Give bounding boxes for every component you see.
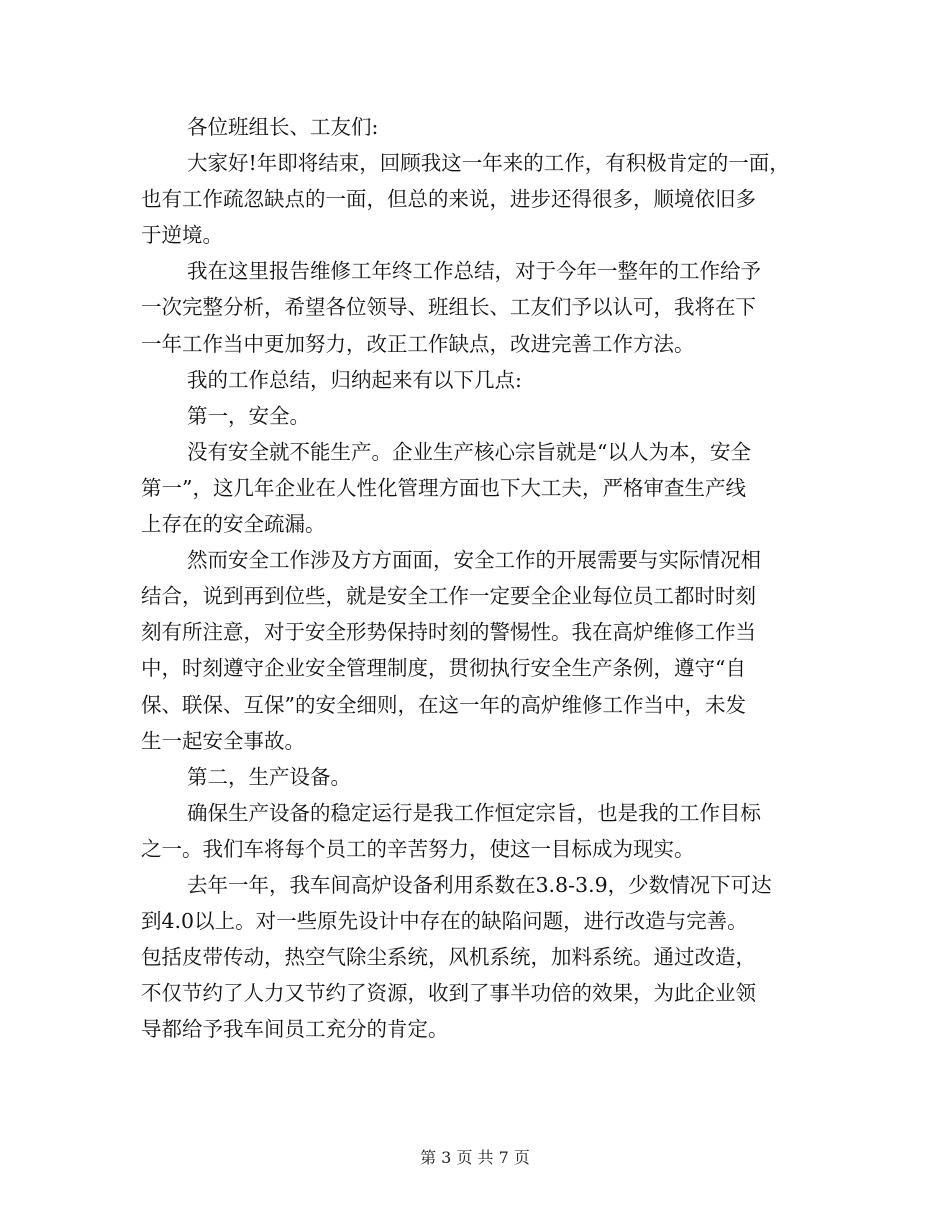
text-line: 上存在的安全疏漏。 xyxy=(141,512,326,537)
text-line: 也有工作疏忽缺点的一面，但总的来说，进步还得很多，顺境依旧多 xyxy=(141,187,756,212)
text-line: 一次完整分析，希望各位领导、班组长、工友们予以认可，我将在下 xyxy=(141,295,756,320)
text-line: 第一，安全。 xyxy=(187,403,310,428)
text-line: 之一。我们车将每个员工的辛苦努力，使这一目标成为现实。 xyxy=(141,836,695,861)
text-line: 确保生产设备的稳定运行是我工作恒定宗旨，也是我的工作目标 xyxy=(187,800,761,825)
text-line: 没有安全就不能生产。企业生产核心宗旨就是“以人为本，安全 xyxy=(187,439,751,464)
text-line: 于逆境。 xyxy=(141,223,223,248)
text-line: 包括皮带传动，热空气除尘系统，风机系统，加料系统。通过改造， xyxy=(141,945,756,970)
text-line: 一年工作当中更加努力，改正工作缺点，改进完善工作方法。 xyxy=(141,331,695,356)
text-line: 生一起安全事故。 xyxy=(141,728,305,753)
text-line: 不仅节约了人力又节约了资源，收到了事半功倍的效果，为此企业领 xyxy=(141,981,756,1006)
text-line: 各位班组长、工友们: xyxy=(187,115,379,139)
document-body xyxy=(141,109,809,1047)
text-line: 中，时刻遵守企业安全管理制度，贯彻执行安全生产条例，遵守“自 xyxy=(141,656,746,681)
text-line: 去年一年，我车间高炉设备利用系数在3.8-3.9，少数情况下可达 xyxy=(187,872,772,897)
page-footer: 第 3 页 共 7 页 xyxy=(420,1148,530,1167)
text-line: 第二，生产设备。 xyxy=(187,764,351,789)
text-line: 结合，说到再到位些，就是安全工作一定要全企业每位员工都时时刻 xyxy=(141,584,756,609)
text-line: 保、联保、互保”的安全细则，在这一年的高炉维修工作当中，未发 xyxy=(141,692,746,717)
text-line: 大家好!年即将结束，回顾我这一年来的工作，有积极肯定的一面， xyxy=(187,151,790,176)
text-line: 第一”，这几年企业在人性化管理方面也下大工夫，严格审查生产线 xyxy=(141,475,746,500)
text-line: 我的工作总结，归纳起来有以下几点: xyxy=(187,367,522,392)
text-line: 然而安全工作涉及方方面面，安全工作的开展需要与实际情况相 xyxy=(187,548,761,573)
text-line: 刻有所注意，对于安全形势保持时刻的警惕性。我在高炉维修工作当 xyxy=(141,620,756,645)
text-line: 到4.0以上。对一些原先设计中存在的缺陷问题，进行改造与完善。 xyxy=(141,909,748,934)
text-line: 导都给予我车间员工充分的肯定。 xyxy=(141,1017,449,1042)
text-line: 我在这里报告维修工年终工作总结，对于今年一整年的工作给予 xyxy=(187,259,761,284)
